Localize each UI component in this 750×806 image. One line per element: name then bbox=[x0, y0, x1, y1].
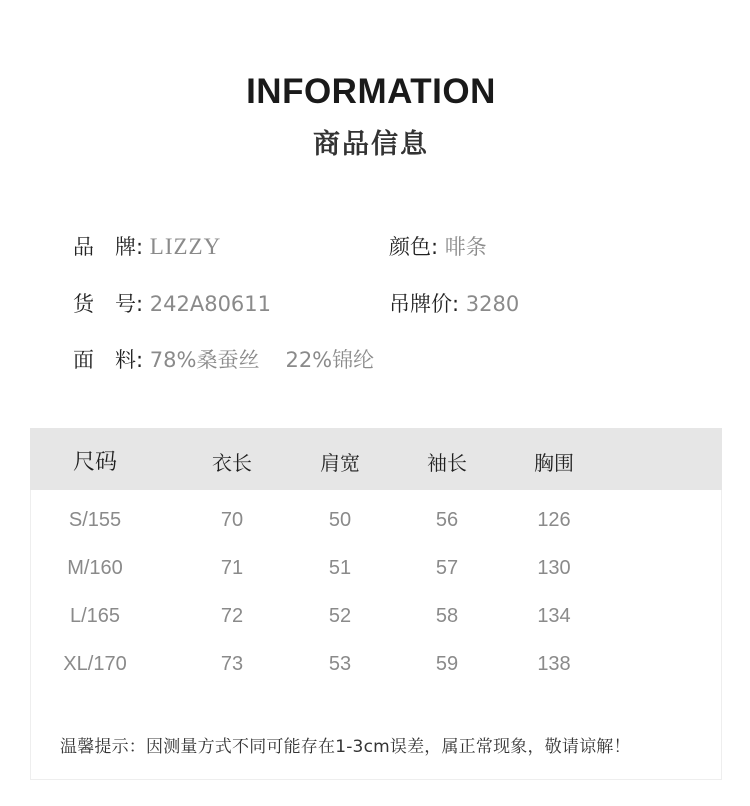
header-shoulder: 肩宽 bbox=[320, 451, 360, 475]
sku-label: 货 号: bbox=[73, 292, 144, 316]
table-cell: 50 bbox=[328, 509, 352, 531]
table-cell: S/155 bbox=[68, 509, 122, 531]
table-cell: 73 bbox=[220, 653, 244, 675]
table-cell: XL/170 bbox=[63, 653, 127, 675]
sku-row bbox=[73, 289, 271, 319]
table-cell: 52 bbox=[328, 605, 352, 627]
header-chest: 胸围 bbox=[534, 451, 574, 475]
header-sleeve: 袖长 bbox=[427, 451, 467, 475]
brand-value: LIZZY bbox=[149, 234, 222, 259]
brand-row bbox=[73, 232, 221, 262]
table-cell: 138 bbox=[537, 653, 571, 675]
fabric-label: 面 料: bbox=[73, 348, 144, 372]
price-value: 3280 bbox=[465, 292, 520, 316]
color-row bbox=[389, 232, 487, 262]
table-cell: 71 bbox=[220, 557, 244, 579]
table-cell: 70 bbox=[220, 509, 244, 531]
table-cell: 51 bbox=[328, 557, 352, 579]
table-cell: 59 bbox=[435, 653, 459, 675]
fabric-value-nylon: 22%锦纶 bbox=[285, 348, 375, 372]
color-label: 颜色: bbox=[389, 235, 439, 259]
table-cell: L/165 bbox=[69, 605, 121, 627]
brand-label: 品 牌: bbox=[73, 235, 144, 259]
fabric-value-silk: 78%桑蚕丝 bbox=[149, 348, 260, 372]
page-title: INFORMATION bbox=[246, 72, 496, 111]
fabric-row bbox=[73, 345, 374, 375]
table-cell: 57 bbox=[435, 557, 459, 579]
header-length: 衣长 bbox=[212, 451, 252, 475]
price-row bbox=[389, 289, 519, 319]
table-cell: 72 bbox=[220, 605, 244, 627]
color-value: 啡条 bbox=[444, 235, 487, 259]
price-label: 吊牌价: bbox=[389, 292, 460, 316]
page-subtitle: 商品信息 bbox=[313, 129, 429, 160]
table-cell: 56 bbox=[435, 509, 459, 531]
measurement-note: 温馨提示：因测量方式不同可能存在1-3cm误差，属正常现象，敬请谅解！ bbox=[60, 737, 631, 757]
table-cell: M/160 bbox=[67, 557, 123, 579]
table-cell: 130 bbox=[537, 557, 571, 579]
table-cell: 126 bbox=[537, 509, 571, 531]
table-cell: 53 bbox=[328, 653, 352, 675]
sku-value: 242A80611 bbox=[149, 292, 272, 316]
table-cell: 134 bbox=[537, 605, 571, 627]
header-size: 尺码 bbox=[72, 450, 117, 475]
table-cell: 58 bbox=[435, 605, 459, 627]
